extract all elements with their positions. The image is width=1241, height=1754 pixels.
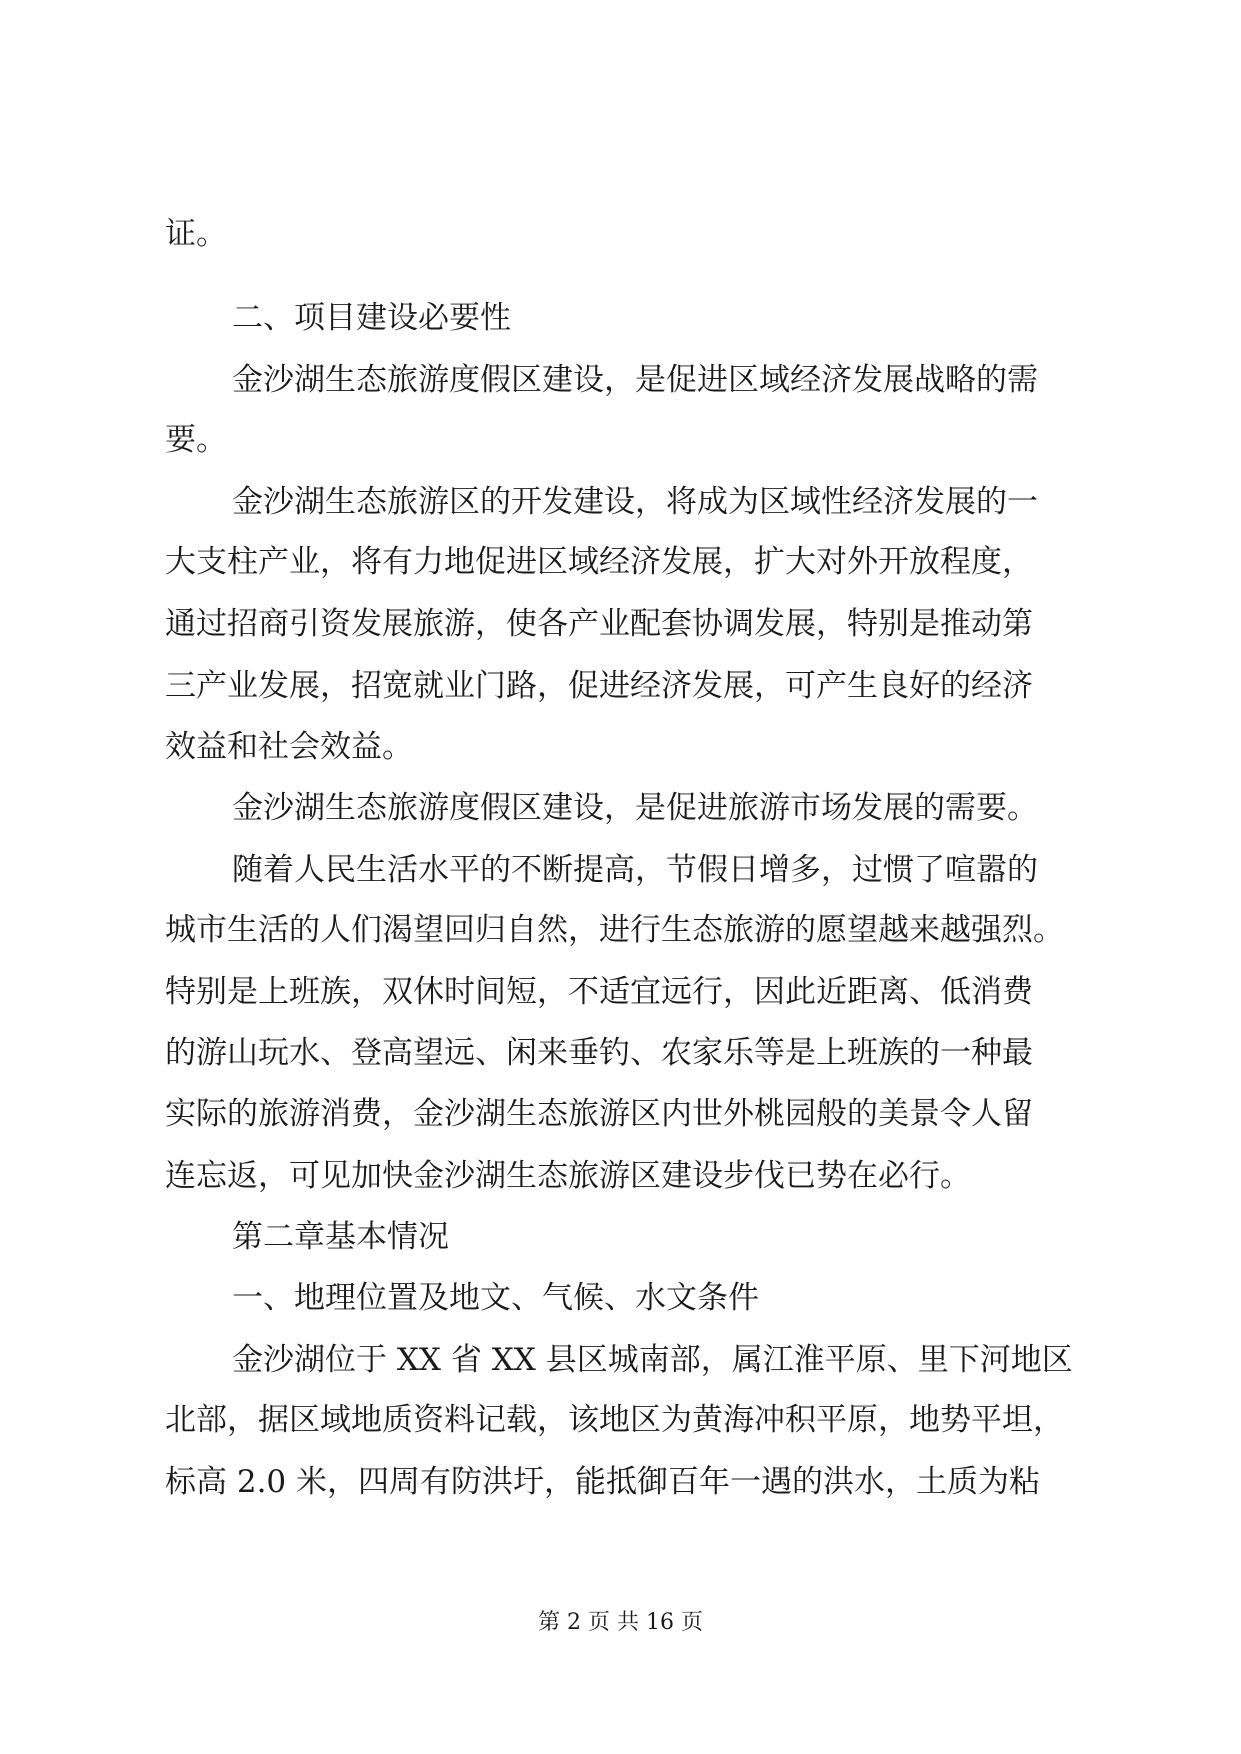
- section-heading-text: 一、地理位置及地文、气候、水文条件: [232, 1280, 759, 1316]
- text-line: [0, 1031, 1241, 1075]
- text-line: [0, 1460, 1241, 1504]
- text-line-content: 证。: [165, 216, 227, 252]
- text-line-content: 金沙湖生态旅游区的开发建设，将成为区域性经济发展的一: [232, 484, 1038, 520]
- section-heading: [0, 296, 1241, 340]
- text-line: [0, 1398, 1241, 1442]
- text-line-content: 随着人民生活水平的不断提高，节假日增多，过惯了喧嚣的: [232, 852, 1038, 888]
- text-line-content: 金沙湖位于 XX 省 XX 县区城南部，属江淮平原、里下河地区: [232, 1342, 1073, 1378]
- text-line: [0, 725, 1241, 769]
- text-line: [0, 908, 1241, 952]
- page-number-footer: 第 2 页 共 16 页: [538, 1610, 703, 1635]
- section-heading-text: 二、项目建设必要性: [232, 300, 511, 336]
- text-line-content: 北部，据区域地质资料记载，该地区为黄海冲积平原，地势平坦，: [165, 1402, 1064, 1438]
- text-line: [0, 664, 1241, 708]
- text-line-content: 特别是上班族，双休时间短，不适宜远行，因此近距离、低消费: [165, 974, 1033, 1010]
- text-line-content: 城市生活的人们渴望回归自然，进行生态旅游的愿望越来越强烈。: [165, 912, 1064, 948]
- text-line-content: 效益和社会效益。: [165, 729, 413, 765]
- text-line: [0, 786, 1241, 830]
- text-line: [0, 480, 1241, 524]
- text-line-content: 通过招商引资发展旅游，使各产业配套协调发展，特别是推动第: [165, 606, 1033, 642]
- text-line: [0, 540, 1241, 584]
- text-line-content: 要。: [165, 422, 227, 458]
- text-line: [0, 1338, 1241, 1382]
- chapter-heading: [0, 1215, 1241, 1259]
- text-line-content: 的游山玩水、登高望远、闲来垂钓、农家乐等是上班族的一种最: [165, 1035, 1033, 1071]
- text-line: [0, 1092, 1241, 1136]
- text-line-content: 标高 2.0 米，四周有防洪圩，能抵御百年一遇的洪水，土质为粘: [165, 1464, 1041, 1500]
- text-line: [0, 212, 1241, 256]
- text-line-content: 实际的旅游消费，金沙湖生态旅游区内世外桃园般的美景令人留: [165, 1096, 1033, 1132]
- text-line-content: 连忘返，可见加快金沙湖生态旅游区建设步伐已势在必行。: [165, 1158, 971, 1194]
- text-line: [0, 848, 1241, 892]
- text-line-content: 金沙湖生态旅游度假区建设，是促进区域经济发展战略的需: [232, 362, 1038, 398]
- text-line-content: 三产业发展，招宽就业门路，促进经济发展，可产生良好的经济: [165, 668, 1033, 704]
- chapter-heading-text: 第二章基本情况: [232, 1219, 449, 1255]
- text-line: [0, 418, 1241, 462]
- text-line: [0, 602, 1241, 646]
- text-line-content: 金沙湖生态旅游度假区建设，是促进旅游市场发展的需要。: [232, 790, 1038, 826]
- text-line-content: 大支柱产业，将有力地促进区域经济发展，扩大对外开放程度，: [165, 544, 1033, 580]
- section-heading: [0, 1276, 1241, 1320]
- text-line: [0, 1154, 1241, 1198]
- text-line: [0, 358, 1241, 402]
- text-line: [0, 970, 1241, 1014]
